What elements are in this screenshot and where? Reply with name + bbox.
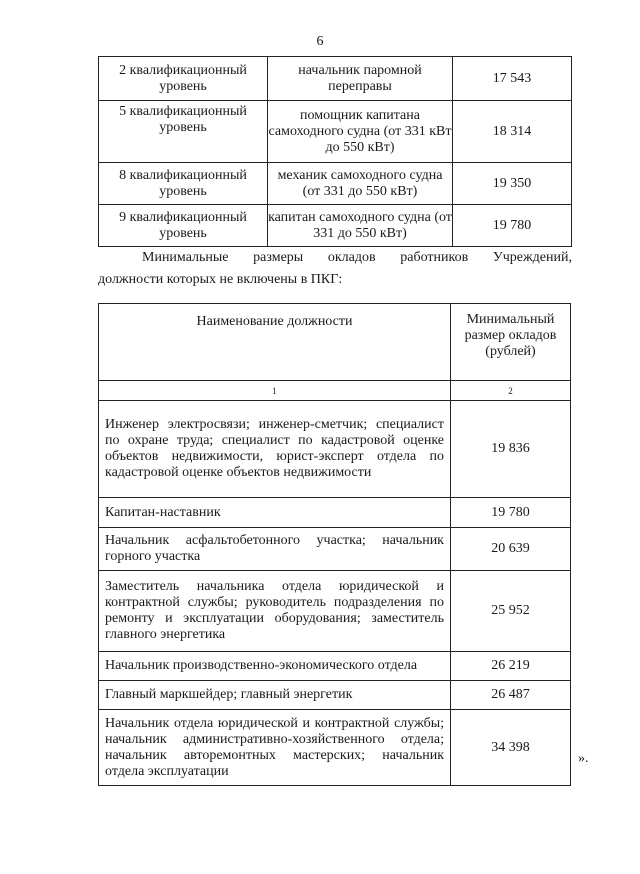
position-name-cell: Начальник производственно-экономического отдела — [99, 652, 451, 681]
table-row — [99, 652, 571, 681]
salary-cell: 26 219 — [451, 652, 571, 681]
table-row — [99, 571, 571, 652]
table-row — [99, 401, 571, 498]
table-row — [99, 710, 571, 786]
page-number: 6 — [316, 34, 324, 49]
position-cell: начальник паромной переправы — [268, 57, 453, 101]
column-index-2: 2 — [451, 381, 571, 401]
salary-cell: 26 487 — [451, 681, 571, 710]
salary-cell: 25 952 — [451, 571, 571, 652]
qualification-level-cell: 8 квалификационный уровень — [99, 163, 268, 205]
table-row — [99, 205, 572, 247]
table-row — [99, 101, 572, 163]
position-name-cell: Капитан-наставник — [99, 498, 451, 528]
position-name-cell: Начальник асфальтобетонного участка; начальник горного участка — [99, 528, 451, 571]
intro-line-1: Минимальные размеры окладов работников Учреждений, — [142, 250, 572, 265]
salary-cell: 20 639 — [451, 528, 571, 571]
salary-cell: 19 836 — [451, 401, 571, 498]
position-cell: капитан самоходного судна (от 331 до 550 кВт) — [268, 205, 453, 247]
salary-cell: 34 398 — [451, 710, 571, 786]
column-index-1: 1 — [99, 381, 451, 401]
intro-line-2: должности которых не включены в ПКГ: — [98, 272, 343, 287]
table-row — [99, 163, 572, 205]
salary-cell: 19 350 — [453, 163, 572, 205]
salary-cell: 19 780 — [451, 498, 571, 528]
position-cell: помощник капитана самоходного судна (от 331 кВт до 550 кВт) — [268, 101, 453, 163]
table-row — [99, 681, 571, 710]
header-minimum-salary: Минимальный размер окладов (рублей) — [451, 304, 571, 381]
qualification-salary-table — [98, 56, 572, 247]
closing-quote-mark: ». — [578, 751, 589, 766]
column-index-row — [99, 381, 571, 401]
position-name-cell: Инженер электросвязи; инженер-сметчик; специалист по охране труда; специалист по кадастровой оценке объектов недвижимости, юрист-эксперт отдела по кадастровой оценке объектов недвижимости — [99, 401, 451, 498]
qualification-level-cell: 5 квалификационный уровень — [99, 101, 268, 163]
table-row — [99, 528, 571, 571]
position-name-cell: Заместитель начальника отдела юридической и контрактной службы; руководитель подразделения по ремонту и эксплуатации оборудования; заместитель главного энергетика — [99, 571, 451, 652]
salary-cell: 19 780 — [453, 205, 572, 247]
qualification-level-cell: 9 квалификационный уровень — [99, 205, 268, 247]
table-row — [99, 498, 571, 528]
position-name-cell: Главный маркшейдер; главный энергетик — [99, 681, 451, 710]
position-cell: механик самоходного судна (от 331 до 550 кВт) — [268, 163, 453, 205]
qualification-level-cell: 2 квалификационный уровень — [99, 57, 268, 101]
intro-paragraph — [98, 247, 572, 291]
position-name-cell: Начальник отдела юридической и контрактной службы; начальник административно-хозяйственного отдела; начальник авторемонтных мастерских; начальник отдела эксплуатации — [99, 710, 451, 786]
table-row — [99, 57, 572, 101]
minimum-salary-table — [98, 303, 571, 786]
salary-cell: 17 543 — [453, 57, 572, 101]
salary-cell: 18 314 — [453, 101, 572, 163]
header-position-name: Наименование должности — [99, 304, 451, 381]
table-header-row — [99, 304, 571, 381]
